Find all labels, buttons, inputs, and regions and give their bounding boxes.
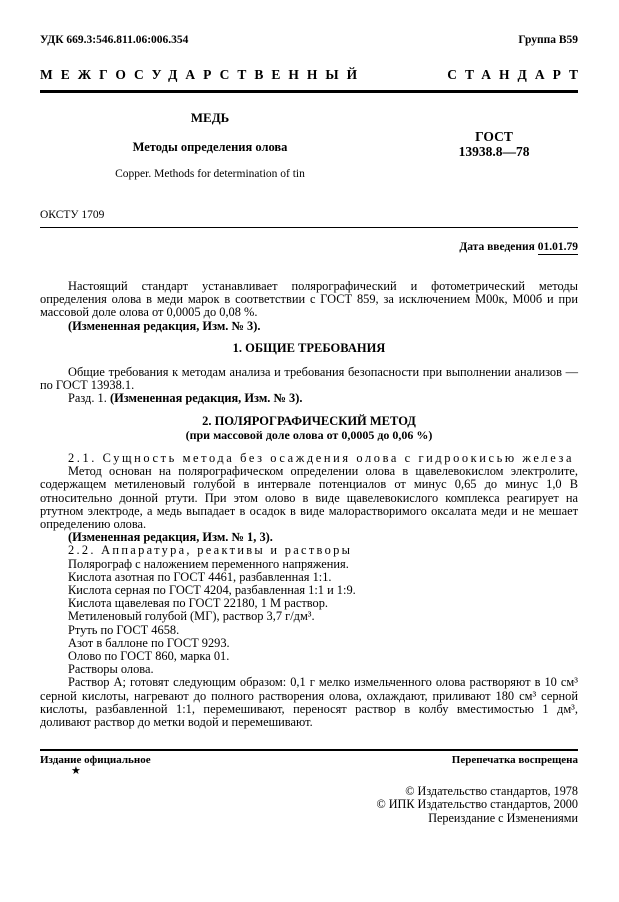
intro-paragraph: Настоящий стандарт устанавливает полярографический и фотометрический методы определения олова в меди марок в соответствии с ГОСТ 859, за исключением М00к, М00б и при массовой доле олова от 0,0005 до 0,08 %. (40, 279, 578, 320)
document-subtitle: Методы определения олова (132, 140, 288, 154)
official-edition-label: Издание официальное (40, 754, 151, 766)
section-1-amendment-note: (Измененная редакция, Изм. № 3). (109, 391, 303, 406)
clause-2-1-heading: 2.1. Сущность метода без осаждения олова с гидроокисью железа (68, 451, 575, 466)
title-block (40, 110, 578, 180)
clause-2-1-amendment-note: (Измененная редакция, Изм. № 1, 3). (68, 530, 273, 545)
standard-word-2: СТАНДАРТ (447, 67, 586, 82)
section-2-subheading: (при массовой доле олова от 0,0005 до 0,06 %) (185, 427, 433, 442)
introduction-date-row (40, 241, 578, 253)
section-1-heading: 1. ОБЩИЕ ТРЕБОВАНИЯ (232, 340, 386, 355)
title-thin-rule (40, 227, 578, 228)
header-thick-rule (40, 90, 578, 93)
reagent-item: Азот в баллоне по ГОСТ 9293. (68, 635, 230, 650)
introduction-date-value: 01.01.79 (537, 241, 578, 253)
page-footer (40, 749, 578, 825)
introduction-date-label: Дата введения (459, 241, 535, 253)
copyright-block (40, 785, 578, 825)
footer-rule (40, 749, 578, 751)
clause-2-1-paragraph: Метод основан на полярографическом определении олова в щавелевокислом электролите, содержащем метиленовый голубой в интервале потенциалов от минус 0,65 до минус 1,0 В относительно донной ртути. При этом олово в виде щавелевокислого комплекса реагирует на ртутном электроде, а медь выпадает в осадок в виде малорастворимого оксалата меди и не мешает определению олова. (40, 464, 578, 532)
reagent-item: Ртуть по ГОСТ 4658. (68, 622, 180, 637)
reagent-item: Растворы олова. (68, 662, 154, 677)
standard-type-heading (40, 67, 586, 83)
gost-label: ГОСТ (475, 129, 513, 144)
reagent-item: Метиленовый голубой (МГ), раствор 3,7 г/дм³. (68, 609, 315, 624)
header-classification-row (40, 34, 578, 46)
section-2-heading: 2. ПОЛЯРОГРАФИЧЕСКИЙ МЕТОД (202, 413, 416, 428)
document-subtitle-english: Copper. Methods for determination of tin (115, 168, 305, 180)
copyright-line-1978: © Издательство стандартов, 1978 (405, 784, 578, 798)
document-title: МЕДЬ (190, 110, 230, 125)
reagent-item: Кислота серная по ГОСТ 4204, разбавленная 1:1 и 1:9. (68, 583, 356, 598)
footer-notice-row (40, 754, 578, 766)
copyright-line-2000: © ИПК Издательство стандартов, 2000 (376, 797, 578, 812)
solution-a-paragraph: Раствор А; готовят следующим образом: 0,1 г мелко измельченного олова растворяют в 10 см³ серной кислоты, нагревают до полного растворения олова, охлаждают, приливают 180 см³ серной кислоты, разбавленной 1:1, перемешивают, переносят раствор в колбу вместимостью 1 дм³, доливают раствор до метки водой и перемешивают. (40, 675, 578, 730)
title-left-column (40, 110, 410, 180)
reagent-item: Кислота щавелевая по ГОСТ 22180, 1 М раствор. (68, 596, 329, 611)
reagent-item: Кислота азотная по ГОСТ 4461, разбавленная 1:1. (68, 569, 332, 584)
okstu-code: ОКСТУ 1709 (40, 209, 105, 221)
reagent-item: Олово по ГОСТ 860, марка 01. (68, 649, 230, 664)
reagent-item: Полярограф с наложением переменного напряжения. (68, 556, 349, 571)
section-1-paragraph: Общие требования к методам анализа и требования безопасности при выполнении анализов — по ГОСТ 13938.1. (40, 365, 578, 393)
document-body (40, 280, 578, 729)
gost-number: 13938.8—78 (458, 144, 530, 159)
standard-word-1: МЕЖГОСУДАРСТВЕННЫЙ (40, 67, 366, 82)
udk-code: УДК 669.3:546.811.06:006.354 (40, 34, 189, 46)
section-1-razd-prefix: Разд. 1. (68, 391, 110, 406)
gost-number-block (410, 110, 578, 180)
group-code: Группа В59 (518, 34, 578, 46)
intro-amendment-note: (Измененная редакция, Изм. № 3). (68, 318, 261, 333)
star-icon: ★ (71, 765, 81, 777)
section-1-amendment-line (40, 392, 578, 405)
reprint-prohibited-label: Перепечатка воспрещена (451, 754, 578, 766)
clause-2-2-heading: 2.2. Аппаратура, реактивы и растворы (68, 543, 353, 558)
reissue-note: Переиздание с Изменениями (428, 810, 578, 825)
